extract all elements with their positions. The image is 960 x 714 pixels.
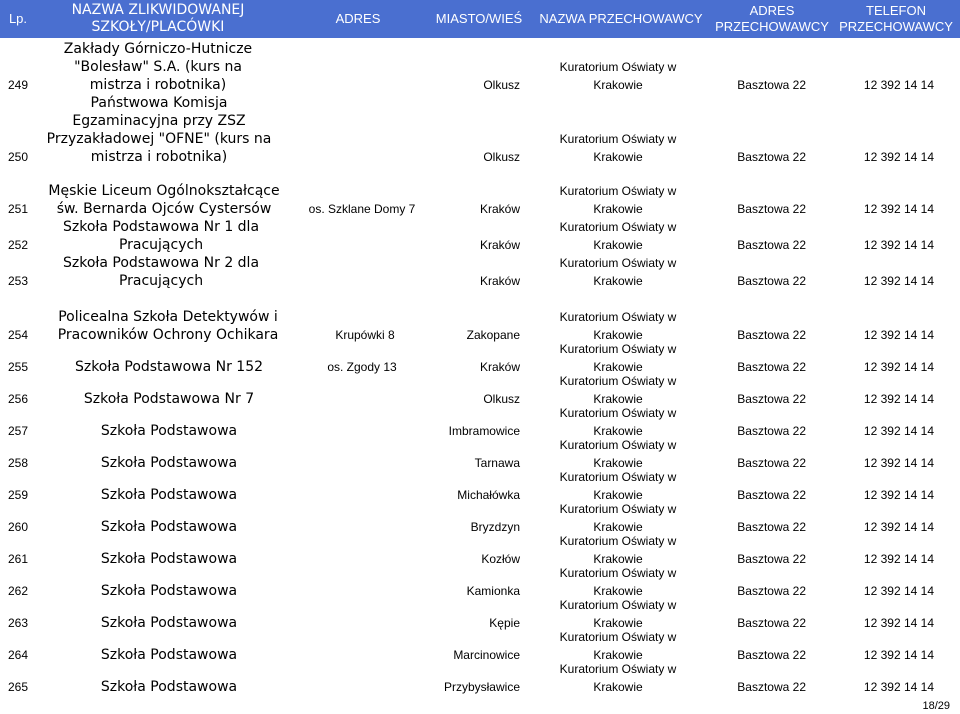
- row-custodian-phone: 12 392 14 14: [863, 488, 934, 502]
- row-lp: 254: [8, 328, 29, 342]
- header-address: ADRES: [335, 11, 381, 26]
- row-custodian-address: Basztowa 22: [737, 552, 806, 566]
- row-custodian-address: Basztowa 22: [737, 274, 806, 288]
- row-address: Krupówki 8: [335, 328, 395, 342]
- row-custodian-address: Basztowa 22: [737, 78, 806, 92]
- row-custodian-name: Kuratorium Oświaty w Krakowie: [559, 220, 677, 252]
- row-city: Kraków: [479, 360, 520, 374]
- row-school-name: Szkoła Podstawowa: [100, 679, 238, 695]
- table-row: [0, 218, 960, 254]
- row-custodian-phone: 12 392 14 14: [863, 616, 934, 630]
- row-custodian-name: Kuratorium Oświaty w Krakowie: [559, 502, 677, 534]
- table-row: [0, 632, 960, 664]
- row-school-name: Szkoła Podstawowa: [100, 551, 238, 567]
- row-school-name: Policealna Szkoła Detektywów i Pracowników Ochrony Ochikara: [57, 309, 279, 343]
- row-city: Bryzdzyn: [470, 520, 520, 534]
- row-custodian-phone: 12 392 14 14: [863, 238, 934, 252]
- table-header: [0, 0, 960, 38]
- row-custodian-address: Basztowa 22: [737, 150, 806, 164]
- row-school-name: Szkoła Podstawowa Nr 2 dla Pracujących: [62, 255, 260, 289]
- table-row: [0, 440, 960, 472]
- row-custodian-name: Kuratorium Oświaty w Krakowie: [559, 438, 677, 470]
- row-custodian-address: Basztowa 22: [737, 584, 806, 598]
- row-city: Tarnawa: [474, 456, 520, 470]
- row-school-name: Szkoła Podstawowa Nr 152: [74, 359, 264, 375]
- row-school-name: Szkoła Podstawowa Nr 7: [83, 391, 255, 407]
- row-custodian-address: Basztowa 22: [737, 238, 806, 252]
- row-school-name: Szkoła Podstawowa: [100, 487, 238, 503]
- row-lp: 249: [8, 78, 29, 92]
- table-row: [0, 38, 960, 94]
- row-custodian-address: Basztowa 22: [737, 202, 806, 216]
- row-city: Olkusz: [483, 150, 520, 164]
- row-custodian-address: Basztowa 22: [737, 360, 806, 374]
- table-row: [0, 290, 960, 344]
- table-row: [0, 504, 960, 536]
- header-custodian-name: NAZWA PRZECHOWAWCY: [539, 11, 703, 26]
- row-school-name: Męskie Liceum Ogólnokształcące św. Bernarda Ojców Cystersów: [48, 183, 280, 217]
- row-custodian-name: Kuratorium Oświaty w Krakowie: [559, 374, 677, 406]
- row-custodian-phone: 12 392 14 14: [863, 274, 934, 288]
- row-custodian-address: Basztowa 22: [737, 424, 806, 438]
- row-custodian-phone: 12 392 14 14: [863, 648, 934, 662]
- row-custodian-name: Kuratorium Oświaty w Krakowie: [559, 60, 677, 92]
- row-lp: 265: [8, 680, 29, 694]
- row-custodian-address: Basztowa 22: [737, 456, 806, 470]
- row-lp: 258: [8, 456, 29, 470]
- row-school-name: Szkoła Podstawowa: [100, 583, 238, 599]
- row-city: Kraków: [479, 274, 520, 288]
- row-lp: 260: [8, 520, 29, 534]
- row-address: os. Zgody 13: [327, 360, 397, 374]
- row-custodian-phone: 12 392 14 14: [863, 552, 934, 566]
- row-city: Olkusz: [483, 392, 520, 406]
- row-lp: 251: [8, 202, 29, 216]
- header-custodian-phone: TELEFON PRZECHOWAWCY: [839, 3, 953, 34]
- table-row: [0, 408, 960, 440]
- row-custodian-phone: 12 392 14 14: [863, 392, 934, 406]
- row-lp: 264: [8, 648, 29, 662]
- row-custodian-phone: 12 392 14 14: [863, 202, 934, 216]
- row-city: Olkusz: [483, 78, 520, 92]
- row-city: Kraków: [479, 238, 520, 252]
- row-school-name: Szkoła Podstawowa: [100, 455, 238, 471]
- row-custodian-name: Kuratorium Oświaty w Krakowie: [559, 342, 677, 374]
- header-city: MIASTO/WIEŚ: [435, 11, 523, 26]
- row-custodian-name: Kuratorium Oświaty w Krakowie: [559, 662, 677, 694]
- row-custodian-address: Basztowa 22: [737, 392, 806, 406]
- row-custodian-address: Basztowa 22: [737, 680, 806, 694]
- row-address: os. Szklane Domy 7: [308, 202, 416, 216]
- row-city: Marcinowice: [453, 648, 520, 662]
- row-custodian-name: Kuratorium Oświaty w Krakowie: [559, 470, 677, 502]
- row-custodian-address: Basztowa 22: [737, 648, 806, 662]
- row-lp: 263: [8, 616, 29, 630]
- row-custodian-address: Basztowa 22: [737, 520, 806, 534]
- row-lp: 256: [8, 392, 29, 406]
- header-school-name: NAZWA ZLIKWIDOWANEJ SZKOŁY/PLACÓWKI: [71, 2, 245, 35]
- row-custodian-phone: 12 392 14 14: [863, 456, 934, 470]
- row-custodian-phone: 12 392 14 14: [863, 78, 934, 92]
- row-lp: 259: [8, 488, 29, 502]
- row-custodian-address: Basztowa 22: [737, 488, 806, 502]
- table-row: [0, 254, 960, 290]
- header-custodian-address: ADRES PRZECHOWAWCY: [715, 3, 829, 34]
- row-city: Kraków: [479, 202, 520, 216]
- row-lp: 253: [8, 274, 29, 288]
- row-custodian-name: Kuratorium Oświaty w Krakowie: [559, 630, 677, 662]
- row-custodian-address: Basztowa 22: [737, 328, 806, 342]
- row-city: Zakopane: [466, 328, 520, 342]
- header-lp: Lp.: [8, 11, 28, 26]
- row-city: Michałówka: [457, 488, 520, 502]
- table-row: [0, 472, 960, 504]
- row-custodian-phone: 12 392 14 14: [863, 150, 934, 164]
- row-custodian-phone: 12 392 14 14: [863, 424, 934, 438]
- row-city: Imbramowice: [448, 424, 520, 438]
- table-row: [0, 600, 960, 632]
- row-school-name: Państwowa Komisja Egzaminacyjna przy ZSZ Przyzakładowej "OFNE" (kurs na mistrza i robotnika): [46, 95, 272, 165]
- row-custodian-address: Basztowa 22: [737, 616, 806, 630]
- row-lp: 261: [8, 552, 29, 566]
- row-city: Przybysławice: [443, 680, 520, 694]
- row-school-name: Szkoła Podstawowa: [100, 647, 238, 663]
- row-custodian-phone: 12 392 14 14: [863, 520, 934, 534]
- row-lp: 262: [8, 584, 29, 598]
- page-number: 18/29: [922, 700, 950, 712]
- row-custodian-phone: 12 392 14 14: [863, 584, 934, 598]
- row-custodian-name: Kuratorium Oświaty w Krakowie: [559, 310, 677, 342]
- table-row: [0, 568, 960, 600]
- row-school-name: Szkoła Podstawowa Nr 1 dla Pracujących: [62, 219, 260, 253]
- row-lp: 255: [8, 360, 29, 374]
- row-custodian-phone: 12 392 14 14: [863, 360, 934, 374]
- row-custodian-name: Kuratorium Oświaty w Krakowie: [559, 406, 677, 438]
- row-city: Kamionka: [466, 584, 520, 598]
- row-custodian-name: Kuratorium Oświaty w Krakowie: [559, 598, 677, 630]
- row-city: Kępie: [489, 616, 520, 630]
- table-row: [0, 166, 960, 218]
- row-school-name: Szkoła Podstawowa: [100, 519, 238, 535]
- table-row: [0, 94, 960, 166]
- row-lp: 257: [8, 424, 29, 438]
- row-custodian-name: Kuratorium Oświaty w Krakowie: [559, 256, 677, 288]
- row-school-name: Zakłady Górniczo-Hutnicze "Bolesław" S.A. (kurs na mistrza i robotnika): [63, 41, 253, 93]
- table-row: [0, 664, 960, 696]
- table-row: [0, 344, 960, 376]
- row-city: Kozłów: [481, 552, 520, 566]
- row-lp: 252: [8, 238, 29, 252]
- row-custodian-name: Kuratorium Oświaty w Krakowie: [559, 132, 677, 164]
- row-custodian-name: Kuratorium Oświaty w Krakowie: [559, 566, 677, 598]
- row-lp: 250: [8, 150, 29, 164]
- table-row: [0, 536, 960, 568]
- row-school-name: Szkoła Podstawowa: [100, 615, 238, 631]
- row-custodian-name: Kuratorium Oświaty w Krakowie: [559, 534, 677, 566]
- row-school-name: Szkoła Podstawowa: [100, 423, 238, 439]
- table-row: [0, 376, 960, 408]
- row-custodian-name: Kuratorium Oświaty w Krakowie: [559, 184, 677, 216]
- row-custodian-phone: 12 392 14 14: [863, 328, 934, 342]
- row-custodian-phone: 12 392 14 14: [863, 680, 934, 694]
